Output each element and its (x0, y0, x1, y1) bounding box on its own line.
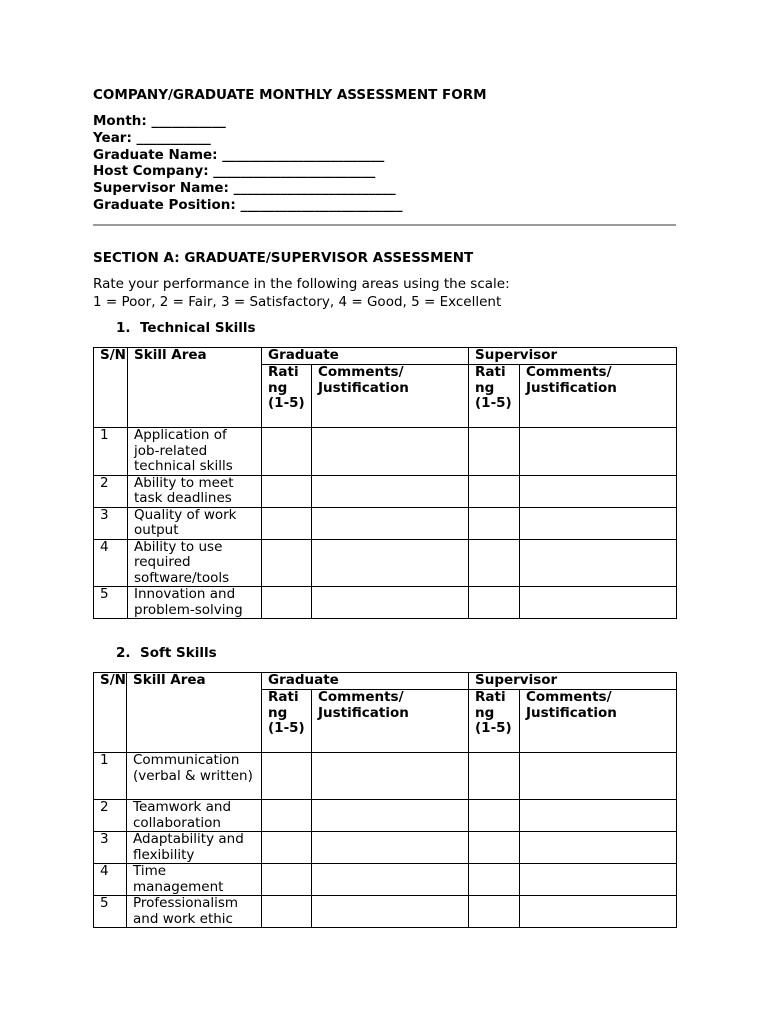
graduate-comments-cell[interactable] (312, 507, 469, 539)
supervisor-rating-cell[interactable] (469, 539, 520, 587)
header-fields (93, 113, 402, 214)
graduate-comments-cell[interactable] (312, 864, 469, 896)
row-skill: Application of job-related technical skills (128, 428, 262, 476)
graduate-comments-cell[interactable] (312, 587, 469, 619)
graduate-comments-cell[interactable] (312, 896, 469, 928)
graduate-rating-cell[interactable] (262, 507, 312, 539)
header-supervisor: Supervisor (469, 673, 677, 690)
row-sn: 5 (94, 587, 128, 619)
graduate-comments-cell[interactable] (312, 428, 469, 476)
row-skill: Professionalism and work ethic (127, 896, 262, 928)
graduate-rating-cell[interactable] (262, 864, 312, 896)
supervisor-comments-cell[interactable] (520, 800, 677, 832)
table-row (94, 475, 677, 507)
header-supervisor-rating: Rating (1-5) (469, 690, 520, 753)
row-sn: 4 (94, 864, 127, 896)
supervisor-rating-cell[interactable] (469, 896, 520, 928)
graduate-comments-cell[interactable] (312, 800, 469, 832)
supervisor-rating-cell[interactable] (469, 428, 520, 476)
header-graduate-rating: Rating (1-5) (262, 365, 312, 428)
instruction-line: Rate your performance in the following areas using the scale: (93, 276, 510, 292)
header-supervisor-rating: Rating (1-5) (469, 365, 520, 428)
graduate-rating-cell[interactable] (262, 800, 312, 832)
table-row (94, 587, 677, 619)
field-graduate-name: Graduate Name: ________________________ (93, 146, 385, 163)
graduate-rating-cell[interactable] (262, 832, 312, 864)
table-row (94, 507, 677, 539)
table-row (94, 864, 677, 896)
header-sn: S/N (94, 348, 128, 428)
supervisor-comments-cell[interactable] (520, 896, 677, 928)
row-sn: 1 (94, 753, 127, 800)
header-graduate: Graduate (262, 348, 469, 365)
supervisor-rating-cell[interactable] (469, 800, 520, 832)
form-title: COMPANY/GRADUATE MONTHLY ASSESSMENT FORM (93, 87, 487, 103)
field-host-company: Host Company: ________________________ (93, 163, 376, 180)
row-sn: 2 (94, 475, 128, 507)
header-skill-area: Skill Area (128, 348, 262, 428)
graduate-rating-cell[interactable] (262, 896, 312, 928)
supervisor-comments-cell[interactable] (520, 428, 677, 476)
supervisor-comments-cell[interactable] (520, 507, 677, 539)
supervisor-rating-cell[interactable] (469, 832, 520, 864)
soft-skills-heading (116, 645, 217, 661)
table-row (94, 896, 677, 928)
table-row (94, 753, 677, 800)
field-supervisor-name: Supervisor Name: ________________________ (93, 180, 396, 197)
supervisor-comments-cell[interactable] (520, 832, 677, 864)
table-row (94, 800, 677, 832)
supervisor-rating-cell[interactable] (469, 864, 520, 896)
supervisor-comments-cell[interactable] (520, 864, 677, 896)
row-sn: 4 (94, 539, 128, 587)
header-graduate-comments: Comments/ Justification (312, 690, 469, 753)
row-sn: 1 (94, 428, 128, 476)
header-skill-area: Skill Area (127, 673, 262, 753)
row-skill: Ability to meet task deadlines (128, 475, 262, 507)
heading-text: Technical Skills (140, 320, 256, 336)
technical-skills-table (93, 347, 677, 619)
table-row (94, 539, 677, 587)
supervisor-rating-cell[interactable] (469, 587, 520, 619)
header-supervisor-comments: Comments/ Justification (520, 690, 677, 753)
heading-text: Soft Skills (140, 645, 217, 661)
header-supervisor-comments: Comments/ Justification (520, 365, 677, 428)
row-sn: 2 (94, 800, 127, 832)
rating-instructions (93, 276, 510, 311)
graduate-rating-cell[interactable] (262, 475, 312, 507)
field-year: Year: ___________ (93, 129, 211, 146)
row-skill: Ability to use required software/tools (128, 539, 262, 587)
field-graduate-position: Graduate Position: ________________________ (93, 196, 403, 213)
supervisor-comments-cell[interactable] (520, 475, 677, 507)
heading-number: 2. (116, 645, 131, 661)
header-graduate-rating: Rating (1-5) (262, 690, 312, 753)
field-month: Month: ___________ (93, 113, 226, 129)
row-sn: 5 (94, 896, 127, 928)
header-sn: S/N (94, 673, 127, 753)
row-sn: 3 (94, 507, 128, 539)
header-graduate-comments: Comments/ Justification (312, 365, 469, 428)
row-skill: Teamwork and collaboration (127, 800, 262, 832)
supervisor-rating-cell[interactable] (469, 475, 520, 507)
row-skill: Adaptability and flexibility (127, 832, 262, 864)
graduate-rating-cell[interactable] (262, 428, 312, 476)
supervisor-rating-cell[interactable] (469, 753, 520, 800)
horizontal-divider (93, 224, 676, 226)
supervisor-rating-cell[interactable] (469, 507, 520, 539)
header-supervisor: Supervisor (469, 348, 677, 365)
table-row (94, 428, 677, 476)
graduate-rating-cell[interactable] (262, 539, 312, 587)
row-skill: Communication (verbal & written) (127, 753, 262, 800)
header-graduate: Graduate (262, 673, 469, 690)
rating-scale: 1 = Poor, 2 = Fair, 3 = Satisfactory, 4 = Good, 5 = Excellent (93, 293, 502, 310)
graduate-rating-cell[interactable] (262, 753, 312, 800)
row-sn: 3 (94, 832, 127, 864)
row-skill: Quality of work output (128, 507, 262, 539)
technical-skills-heading (116, 320, 255, 336)
row-skill: Time management (127, 864, 262, 896)
supervisor-comments-cell[interactable] (520, 539, 677, 587)
graduate-comments-cell[interactable] (312, 753, 469, 800)
section-a-title: SECTION A: GRADUATE/SUPERVISOR ASSESSMENT (93, 250, 474, 266)
graduate-comments-cell[interactable] (312, 539, 469, 587)
soft-skills-table (93, 672, 677, 928)
supervisor-comments-cell[interactable] (520, 753, 677, 800)
supervisor-comments-cell[interactable] (520, 587, 677, 619)
heading-number: 1. (116, 320, 131, 336)
graduate-comments-cell[interactable] (312, 475, 469, 507)
graduate-rating-cell[interactable] (262, 587, 312, 619)
graduate-comments-cell[interactable] (312, 832, 469, 864)
row-skill: Innovation and problem-solving (128, 587, 262, 619)
table-row (94, 832, 677, 864)
